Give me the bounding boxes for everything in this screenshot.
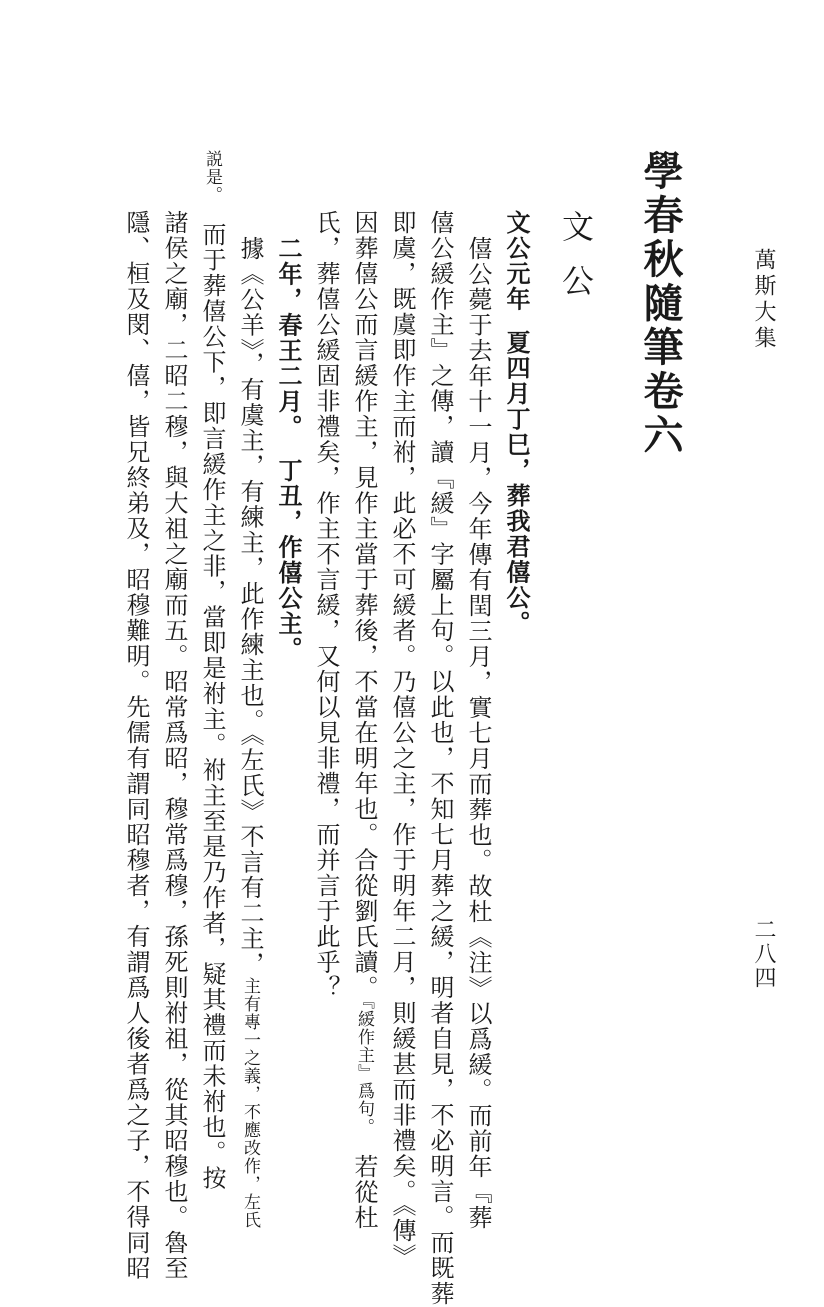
entry-heading xyxy=(274,236,303,662)
section-title: 文公 xyxy=(557,210,595,318)
body-column: 隱、桓及閔、僖，皆兄終弟及，昭穆難明。先儒有謂同昭穆者，有謂爲人後者爲之子，不得同昭 xyxy=(122,210,150,1281)
body-column: 氏，葬僖公緩固非禮矣，作主不言緩，又何以見非禮，而并言于此乎？ xyxy=(312,210,340,1001)
heading-event: 夏四月丁巳，葬我君僖公。 xyxy=(502,330,531,636)
body-column xyxy=(200,150,224,1191)
inline-note: 『緩作主』爲句。 xyxy=(354,1000,374,1136)
entry-heading xyxy=(502,210,531,636)
body-text: 而于葬僖公下，即言緩作主之非，當即是祔主。祔主至是乃作者，疑其禮而未祔也。按 xyxy=(198,222,226,1191)
body-column: 即虞，既虞即作主而祔，此必不可緩者。乃僖公之主，作于明年二月，則緩甚而非禮矣。《傳》 xyxy=(388,210,416,1269)
inline-note: 主有專一之義，不應改作，左氏 xyxy=(240,977,260,1229)
body-text: 因葬僖公而言緩作主，見作主當于葬後，不當在明年也。合從劉氏讀。 xyxy=(350,210,378,1001)
page-number: 二八四 xyxy=(751,918,776,990)
heading-year: 文公元年 xyxy=(502,210,531,312)
heading-year: 二年， xyxy=(274,236,303,313)
body-column xyxy=(238,236,262,1229)
inline-note-tail: 説是。 xyxy=(202,150,222,204)
body-column xyxy=(352,210,376,1231)
body-column: 諸侯之廟，二昭二穆，與大祖之廟而五。昭常爲昭，穆常爲穆，孫死則祔祖，從其昭穆也。魯至 xyxy=(160,210,188,1281)
heading-event: 丁丑，作僖公主。 xyxy=(274,458,303,662)
body-column: 僖公薨于去年十一月，今年傳有閏三月，實七月而葬也。故杜《注》以爲緩。而前年『葬 xyxy=(464,236,492,1231)
heading-spring: 春王二月。 xyxy=(274,312,303,440)
body-column: 僖公緩作主』之傳，讀『緩』字屬上句。以此也，不知七月葬之緩，明者自見，不必明言。而既葬 xyxy=(426,210,454,1307)
book-title: 學春秋隨筆卷六 xyxy=(637,150,684,458)
body-text: 據《公羊》，有虞主，有練主，此作練主也。《左氏》不言有二主， xyxy=(236,236,264,977)
body-text: 若從杜 xyxy=(350,1154,378,1231)
collection-title: 萬斯大集 xyxy=(751,248,776,352)
